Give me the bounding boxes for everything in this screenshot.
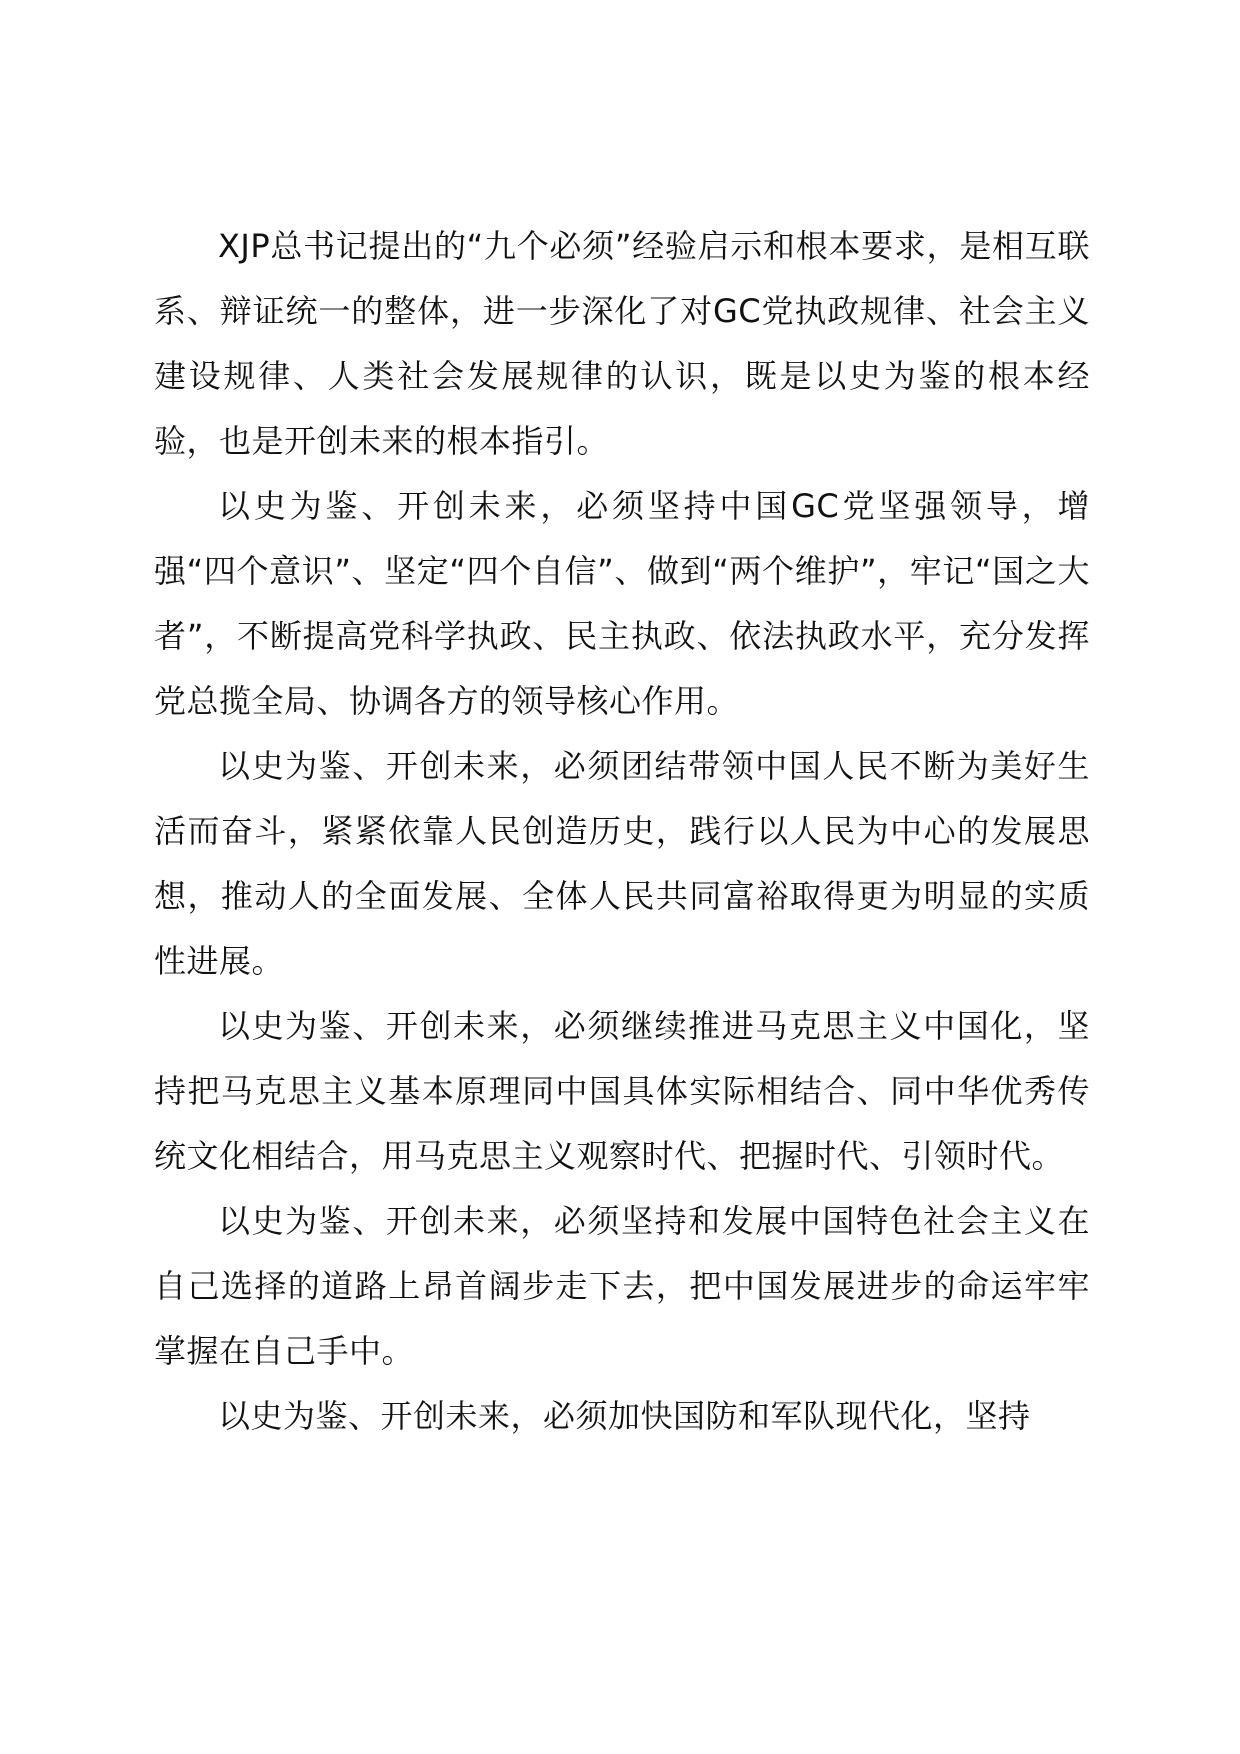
document-body [154, 214, 1090, 1449]
paragraph-6: 以史为鉴、开创未来，必须加快国防和军队现代化，坚持 [218, 1397, 1031, 1435]
paragraph-3: 以史为鉴、开创未来，必须团结带领中国人民不断为美好生活而奋斗，紧紧依靠人民创造历史，践行以人民为中心的发展思想，推动人的全面发展、全体人民共同富裕取得更为明显的实质性进展。 [154, 747, 1090, 980]
paragraph-5: 以史为鉴、开创未来，必须坚持和发展中国特色社会主义在自己选择的道路上昂首阔步走下去，把中国发展进步的命运牢牢掌握在自己手中。 [154, 1202, 1090, 1370]
paragraph-1: XJP总书记提出的“九个必须”经验启示和根本要求，是相互联系、辩证统一的整体，进一步深化了对GC党执政规律、社会主义建设规律、人类社会发展规律的认识，既是以史为鉴的根本经验，也是开创未来的根本指引。 [154, 227, 1090, 460]
paragraph-4: 以史为鉴、开创未来，必须继续推进马克思主义中国化，坚持把马克思主义基本原理同中国具体实际相结合、同中华优秀传统文化相结合，用马克思主义观察时代、把握时代、引领时代。 [154, 1007, 1090, 1175]
paragraph-2: 以史为鉴、开创未来，必须坚持中国GC党坚强领导，增强“四个意识”、坚定“四个自信”、做到“两个维护”，牢记“国之大者”，不断提高党科学执政、民主执政、依法执政水平，充分发挥党总揽全局、协调各方的领导核心作用。 [154, 487, 1090, 720]
